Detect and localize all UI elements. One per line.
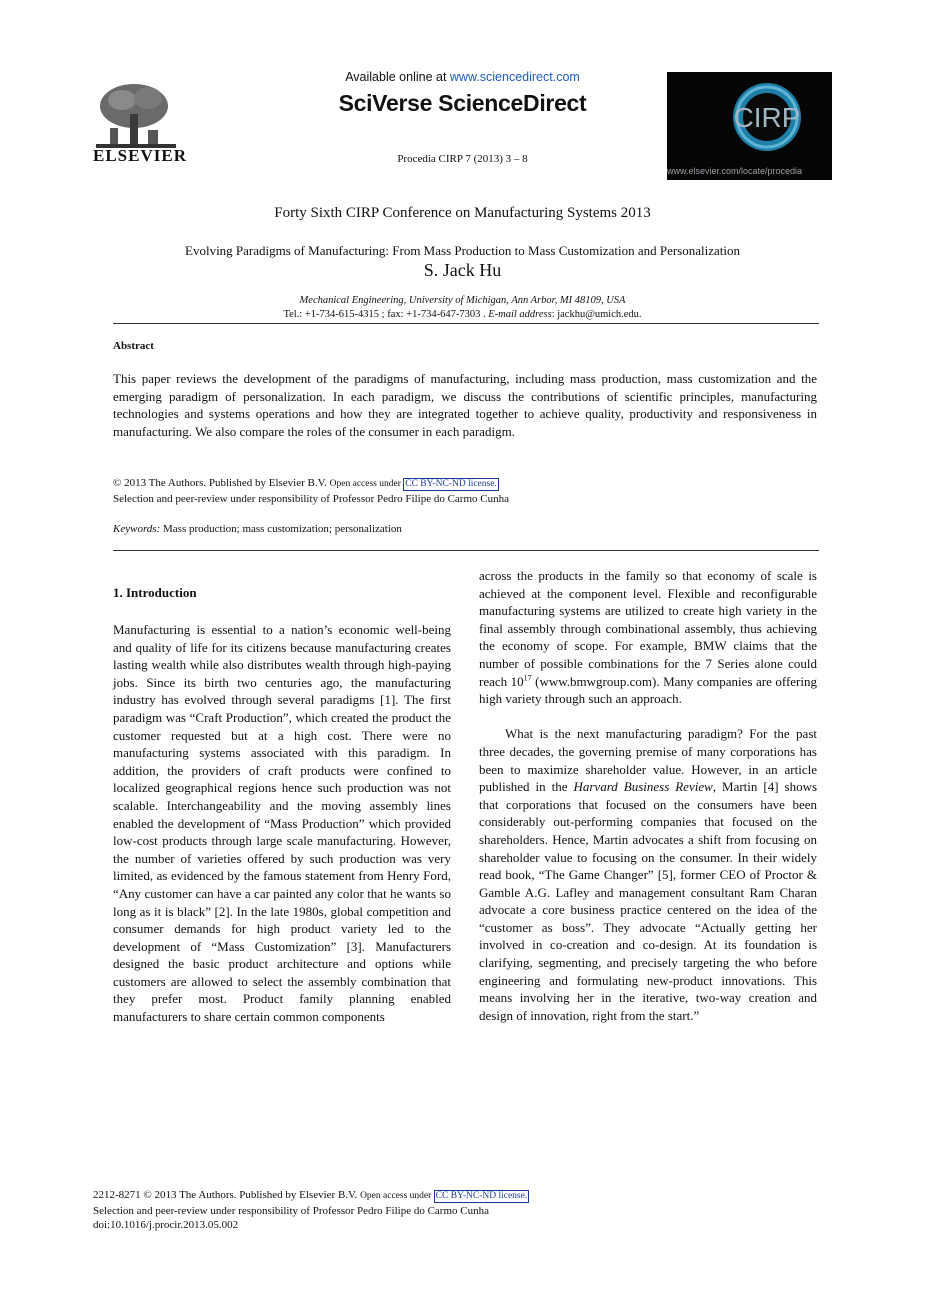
intro-paragraph-2 bbox=[479, 567, 817, 708]
para2-text-a: across the products in the family so that economy of scale is achieved at the component level. Flexible and reconfigurable manufacturing systems are utilized to create high variety in the final assembly through combinational assembly, thus achieving the economy of scope. For example, BMW claims that the number of possible combinations for the 7 Series alone could reach 10 bbox=[479, 568, 817, 689]
para2-text-b: (www.bmwgroup.com). Many companies are offering high variety through such an approach. bbox=[479, 673, 817, 707]
sciencedirect-link[interactable]: www.sciencedirect.com bbox=[449, 70, 580, 84]
abstract-heading: Abstract bbox=[113, 340, 154, 352]
copyright-block bbox=[113, 476, 509, 506]
journal-name-italic: Harvard Business Review bbox=[573, 779, 713, 795]
page-footer bbox=[93, 1188, 529, 1233]
section-heading-introduction: 1. Introduction bbox=[113, 585, 197, 600]
author-name: S. Jack Hu bbox=[423, 260, 502, 280]
keywords-line bbox=[113, 523, 402, 535]
keywords-label: Keywords: bbox=[113, 523, 161, 535]
intro-paragraph-1: Manufacturing is essential to a nation’s economic well-being and quality of life for its citizens because manufacturing creates lasting wealth while also distributes wealth through high-paying jobs. Since its birth two centuries ago, the manufacturing industry has evolved through several paradigms [1]. The first paradigm was “Craft Production”, which created the product the customer requested but at a high cost. There were no manufacturing systems associated with this paradigm. In addition, the providers of craft products were confined to localized geographical regions hence such production was not scalable. Interchangeability and the moving assembly lines enabled the development of “Mass Production” which provided low-cost products through large scale manufacturing. However, the number of varieties offered by such production was very limited, as evidenced by the famous statement from Henry Ford, “Any customer can have a car painted any color that he wants so long as it is black” [2]. In the late 1980s, global competition and consumer demands for high product variety led to the development of “Mass Customization” [3]. Manufacturers designed the basic product architecture and options while customers are allowed to select the assembly combination that they prefer most. Product family planning enabled manufacturers to share certain common components bbox=[113, 622, 451, 1025]
footer-license-link[interactable]: CC BY-NC-ND license. bbox=[435, 1191, 528, 1201]
cirp-logo-text: CIRP bbox=[733, 102, 801, 133]
intro-paragraph-3 bbox=[479, 725, 817, 1024]
author-contact bbox=[0, 309, 925, 320]
email-address: : jackhu@umich.edu. bbox=[551, 309, 642, 320]
cirp-emblem-icon bbox=[667, 72, 832, 168]
para3-text-a: What is the next manufacturing paradigm? For the past three decades, the governing premise of many corporations has been to maximize shareholder value. However, in an article published in the bbox=[479, 726, 817, 795]
footer-open-access: Open access under bbox=[360, 1191, 434, 1201]
divider-abstract bbox=[113, 550, 819, 551]
footer-issn-text: 2212-8271 © 2013 The Authors. Published by Elsevier B.V. bbox=[93, 1189, 361, 1201]
open-access-text: Open access under bbox=[329, 479, 404, 489]
paper-title: Evolving Paradigms of Manufacturing: From Mass Production to Mass Customization and Personalization bbox=[185, 243, 740, 258]
elsevier-wordmark: ELSEVIER bbox=[93, 146, 187, 165]
exponent: 17 bbox=[523, 673, 532, 683]
cirp-logo bbox=[667, 72, 832, 180]
right-column bbox=[479, 567, 817, 1024]
conference-name: Forty Sixth CIRP Conference on Manufacturing Systems 2013 bbox=[274, 205, 651, 221]
procedia-url[interactable]: www.elsevier.com/locate/procedia bbox=[667, 166, 803, 176]
footer-copyright-line bbox=[93, 1188, 529, 1204]
license-link[interactable]: CC BY-NC-ND license. bbox=[405, 479, 497, 489]
sciverse-sciencedirect-logo: SciVerse ScienceDirect bbox=[338, 90, 587, 116]
author-affiliation: Mechanical Engineering, University of Michigan, Ann Arbor, MI 48109, USA bbox=[299, 295, 626, 306]
available-prefix: Available online at bbox=[345, 70, 450, 84]
paragraph-gap bbox=[479, 708, 817, 726]
footer-doi[interactable]: doi:10.1016/j.procir.2013.05.002 bbox=[93, 1219, 239, 1232]
abstract-text: This paper reviews the development of the paradigms of manufacturing, including mass production, mass customization and the emerging paradigm of personalization. In each paradigm, we discuss the contributions of scientific principles, manufacturing technologies and systems operations and how they are integrated together to achieve quality, productivity and responsiveness in manufacturing. We also compare the roles of the consumer in each paradigm. bbox=[113, 371, 817, 439]
para3-text-b: , Martin [4] shows that corporations that focused on the consumers have been considerably out-performing companies that focused on the shareholders. Hence, Martin advocates a shift from focusing on shareholder value to focusing on the consumer. In their widely read book, “The Game Changer” [5], former CEO of Proctor & Gamble A.G. Lafley and management consultant Ram Charan advocate a core business practice centered on the idea of the “customer as boss”. They advocate “Actually getting her involved in co-creation and co-design. At its foundation is clarifying, segmenting, and precisely targeting the who before engineering and formulating new-product innovations. This means involving her in the iterative, two-way creation and design of innovation, right from the start.” bbox=[479, 779, 818, 1023]
divider-top bbox=[113, 323, 819, 324]
copyright-line bbox=[113, 476, 509, 492]
copyright-text: © 2013 The Authors. Published by Elsevier B.V. bbox=[113, 477, 330, 489]
email-label: E-mail address bbox=[488, 309, 552, 320]
peer-review-line: Selection and peer-review under responsibility of Professor Pedro Filipe do Carmo Cunha bbox=[113, 492, 509, 505]
journal-reference: Procedia CIRP 7 (2013) 3 – 8 bbox=[397, 153, 528, 165]
contact-phone-fax: Tel.: +1-734-615-4315 ; fax: +1-734-647-7303 . bbox=[283, 309, 489, 320]
keywords-text: Mass production; mass customization; personalization bbox=[160, 523, 402, 535]
left-column bbox=[113, 621, 451, 1026]
footer-review-line: Selection and peer-review under responsibility of Professor Pedro Filipe do Carmo Cunha bbox=[93, 1204, 489, 1217]
